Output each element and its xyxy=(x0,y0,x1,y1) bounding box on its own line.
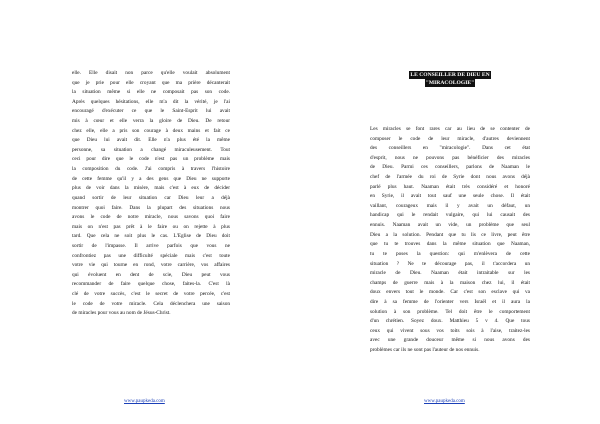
text-line: chef de l'armée du roi de Syrie dont nous avons déjà xyxy=(370,174,530,181)
text-line: ceux qui vivent sous vos toits sois à l'aise, traitez-les xyxy=(370,327,530,334)
text-line: de Dieu. Parmi ces conseillers, parlons de Naaman le xyxy=(370,164,530,171)
text-line: en Syrie, il avait tout sauf une seule chose. Il était xyxy=(370,193,530,200)
right-footer-link[interactable]: www.paupkeda.com xyxy=(424,399,465,404)
text-line: dire à sa femme de l'orienter vers Israël et il aura la xyxy=(370,298,530,305)
text-line: ennuis. Naaman avait un vide, un problème que seul xyxy=(370,222,530,229)
text-line: mais on n'est pas prêt à le faire ou on rejette à plus xyxy=(72,223,230,230)
text-line: personne, sa situation a changé miraculeusement. Tout xyxy=(72,146,230,153)
text-line: de miracles pour vous au nom de Jésus-Christ. xyxy=(72,310,171,317)
text-line: la situation même si elle ne composait pas son code. xyxy=(72,89,230,96)
left-footer-link[interactable]: www.paupkeda.com xyxy=(124,399,165,404)
text-line: Après quelques hésitations, elle m'a dit la vérité, je l'ai xyxy=(72,98,230,105)
text-line: solution à son problème. Tel doit être le comportement xyxy=(370,308,530,315)
text-line: la composition du code. J'ai compris à travers l'histoire xyxy=(72,166,230,173)
text-line: tu te poses la question: qui m'enlèvera de cette xyxy=(370,250,530,257)
text-line: handicap qui le rendait vulgaire, qui lui causait des xyxy=(370,212,530,219)
text-line: mis à cœur et elle verra la gloire de Dieu. De retour xyxy=(72,118,230,125)
text-line: confrontiez pas une difficulté spéciale mais c'est toute xyxy=(72,252,230,259)
text-line: encouragé d'exécuter ce que le Saint-Esprit lui avait xyxy=(72,108,230,115)
text-line: avons le code de notre miracle, nous savons quoi faire xyxy=(72,214,230,221)
text-line: problèmes car ils ne sont pas l'auteur de nos ennuis. xyxy=(370,347,480,354)
text-line: doux envers tout le monde. Car c'est son esclave qui va xyxy=(370,289,530,296)
text-line: des conseillers en "miracologie". Dans cet état xyxy=(370,145,530,152)
text-line: situation ? Ne te décourage pas, il t'accordera un xyxy=(370,260,530,267)
text-line: parlé plus haut. Naaman était très considéré et honoré xyxy=(370,183,530,190)
text-line: chez elle, elle a pris son courage à deux mains et fait ce xyxy=(72,127,230,134)
text-line: de cette femme qu'il y a des gens que Dieu ne supporte xyxy=(72,175,230,182)
text-line: avec une grande douceur même si nous avons des xyxy=(370,337,530,344)
text-line: clé de votre succès, c'est le secret de votre percée, c'est xyxy=(72,291,230,298)
text-line: quand sortir de leur situation car Dieu leur a déjà xyxy=(72,194,230,201)
text-line: que Dieu lui avait dit. Elle n'a plus été la même xyxy=(72,137,230,144)
right-body-text xyxy=(370,125,530,356)
text-line: tard. Que cela ne soit plus le cas. L'Eglise de Dieu doit xyxy=(72,233,230,240)
text-line: miracle de Dieu. Naaman était intraitable sur les xyxy=(370,270,530,277)
left-body-text xyxy=(72,69,230,319)
text-line: votre vie qui tourne en rond, votre carrière, vos affaires xyxy=(72,262,230,269)
chapter-title-line-1: LE CONSEILLER DE DIEU EN xyxy=(410,72,490,78)
text-line: montrer quoi faire. Dans la plupart des situations nous xyxy=(72,204,230,211)
text-line: elle. Elle disait non parce qu'elle voulait absolument xyxy=(72,70,230,76)
text-line: d'un chrétien. Soyez doux. Matthieu 5 v 4. Que tous xyxy=(370,318,530,325)
text-line: ceci pour dire que le code n'est pas un problème mais xyxy=(72,156,230,163)
text-line: le code de votre miracle. Cela déclenchera une saison xyxy=(72,300,230,307)
right-page xyxy=(300,0,600,424)
text-line: recommander de faire quelque chose, faites-la. C'est là xyxy=(72,281,230,288)
text-line: plus de voir dans la misère, mais c'est à eux de décider xyxy=(72,185,230,192)
text-line: qui évoluent en dent de scie, Dieu peut vous xyxy=(72,271,230,278)
text-line: sortir de l'impasse. Il arrive parfois que vous ne xyxy=(72,242,230,249)
text-line: Les miracles se font rares car au lieu de se contenter de xyxy=(370,126,530,132)
chapter-title xyxy=(397,71,503,87)
text-line: d'esprit, nous ne pouvons pas bénéficier des miracles xyxy=(370,154,530,161)
text-line: vaillant, courageux mais il y avait un défaut, un xyxy=(370,202,530,209)
text-line: composer le code de leur miracle, d'autres deviennent xyxy=(370,135,530,142)
text-line: que tu te trouves dans la même situation que Naaman, xyxy=(370,241,530,248)
chapter-title-line-2: "MIRACOLOGIE" xyxy=(425,80,475,86)
text-line: que je prie pour elle croyant que ma prière décanterait xyxy=(72,79,230,86)
text-line: Dieu a la solution. Pendant que tu lis ce livre, peut être xyxy=(370,231,530,238)
text-line: champs de guerre mais à la maison chez lui, il était xyxy=(370,279,530,286)
